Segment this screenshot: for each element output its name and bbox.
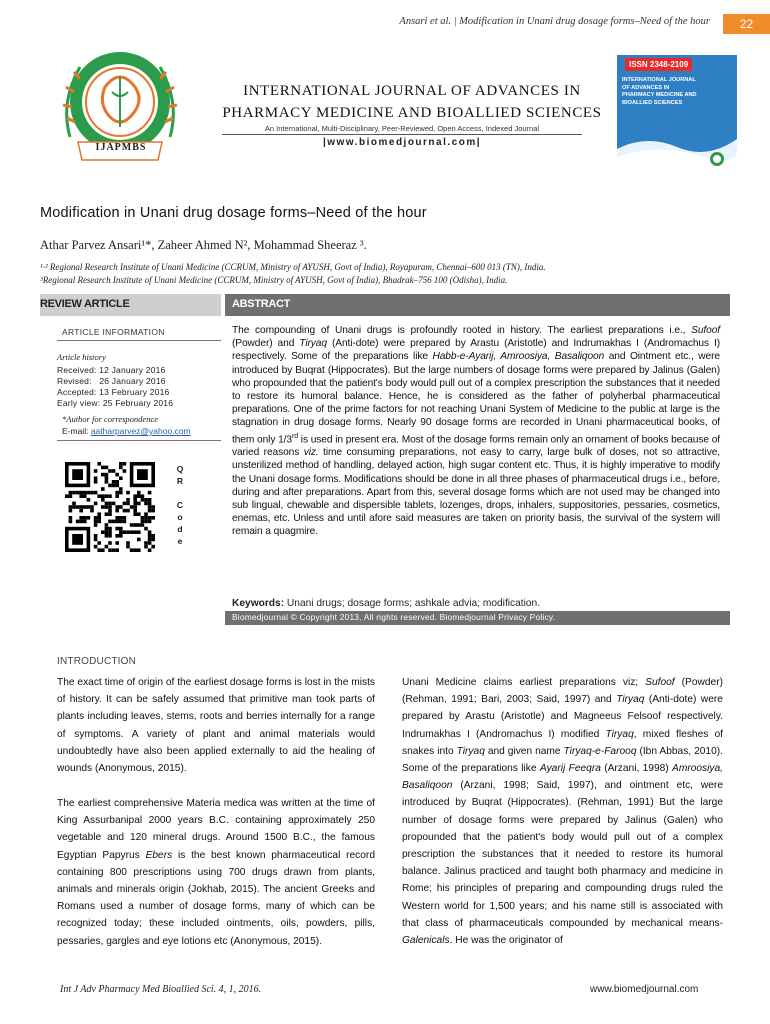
footer-citation: Int J Adv Pharmacy Med Bioallied Sci. 4, 1, 2016.: [60, 984, 262, 995]
intro-italic: Ebers: [145, 849, 173, 861]
intro-span: , mixed fleshes of snakes into: [402, 728, 723, 757]
info-divider: [57, 340, 221, 341]
introduction-heading: INTRODUCTION: [57, 656, 137, 667]
intro-italic: Sufoof: [645, 677, 675, 688]
running-head: Ansari et al. | Modification in Unani drug dosage forms–Need of the hour: [399, 16, 710, 27]
copyright-notice: Biomedjournal © Copyright 2013, All rights reserved. Biomedjournal Privacy Policy.: [232, 612, 556, 622]
keywords-list: Unani drugs; dosage forms; ashkale advia; modification.: [284, 598, 541, 609]
journal-subtitle: An International, Multi-Disciplinary, Peer-Reviewed, Open Access, Indexed Journal: [264, 124, 540, 133]
cover-issn: ISSN 2348-2109: [625, 58, 692, 71]
header-divider: [222, 134, 582, 135]
intro-paragraph-2: [57, 795, 375, 950]
qr-letter: d: [177, 524, 183, 534]
journal-title-line2: PHARMACY MEDICINE AND BIOALLIED SCIENCES: [222, 105, 602, 121]
abstract-text: [232, 324, 720, 539]
qr-code[interactable]: [65, 462, 155, 552]
abstract-superscript: rd: [291, 432, 298, 440]
abstract-italic: Tiryaq: [299, 338, 327, 350]
journal-title-line1: INTERNATIONAL JOURNAL OF ADVANCES IN: [243, 83, 581, 99]
history-label: Article history: [57, 352, 106, 362]
affiliation-1: ¹·² Regional Research Institute of Unani Medicine (CCRUM, Ministry of AYUSH, Govt of India), Royapuram, Chennai–600 013 (TN), India.: [40, 262, 546, 272]
footer-site-link[interactable]: www.biomedjournal.com: [590, 984, 699, 995]
email-label: E-mail:: [62, 426, 91, 436]
article-title: Modification in Unani drug dosage forms–Need of the hour: [40, 205, 427, 221]
abstract-italic: Sufoof: [691, 325, 720, 336]
keywords: [232, 598, 720, 609]
intro-paragraph-1: The exact time of origin of the earliest dosage forms is lost in the mists of history. It can be safely assumed that primitive man took parts of plants including leaves, stems, roots and berries internally for a range of symptoms. A variety of plant and animal materials would undoubtedly have also been applied externally to aid the healing of wounds (Anonymous, 2015).: [57, 677, 375, 775]
logo-text: IJAPMBS: [95, 142, 147, 153]
affiliation-2: ³Regional Research Institute of Unani Medicine (CCRUM, Ministry of AYUSH, Govt of India), Bhadrak–756 100 (Odisha), India.: [40, 275, 508, 285]
abstract-label: ABSTRACT: [232, 298, 291, 310]
intro-italic: Ayarij Feeqra: [539, 763, 601, 775]
qr-letter: Q: [176, 464, 184, 474]
keywords-label: Keywords:: [232, 598, 285, 609]
intro-italic: Tiryaq-e-Farooq: [563, 745, 637, 757]
revised-date: Revised: 26 January 2016: [57, 376, 166, 386]
intro-span: (Arzani, 1998): [600, 763, 673, 775]
intro-span: (Powder) (Rehman, 1991; Bari, 2003; Said, 1997) and: [402, 677, 723, 706]
correspondence-email-line: [62, 426, 191, 436]
qr-letter: [175, 487, 185, 499]
abstract-italic: Habb-e-Ayarij, Amroosiya, Basaliqoon: [432, 351, 605, 363]
journal-title: [222, 80, 602, 124]
abstract-span: time consuming preparations, not easy to carry, large bulk of doses, not so attractive, unsterilized method of handling, delayed action, high sugar content etc. Thus, it is highly imperative to modify the Unani dosage forms. Modifications should be done in all three phases of pharmaceutical drugs i.e., before, during and after preparations. Apart from this, several dosage forms which are not used may be changed into sub lingual, chewable and dispersible tablets, lozenges, drops, inhalers, suppositories, pessaries, cosmetics, enemas, etc. Unless and until afore said measures are taken on priority basis, the survival of the system will remain a quagmire.: [232, 447, 720, 538]
qr-code-label: [175, 463, 185, 547]
accepted-date: Accepted: 13 February 2016: [57, 387, 170, 397]
abstract-span: The compounding of Unani drugs is profoundly rooted in history. The earliest preparations i.e.,: [232, 325, 692, 336]
intro-span: and given name: [484, 745, 564, 757]
article-info-heading: ARTICLE INFORMATION: [62, 327, 165, 337]
cover-wave-graphic: [617, 129, 737, 173]
authors: Athar Parvez Ansari¹*, Zaheer Ahmed N², Mohammad Sheeraz ³.: [40, 238, 367, 252]
abstract-bar: [225, 294, 730, 316]
intro-paragraph-3: [402, 674, 723, 949]
intro-span: (Arzani, 1998; Said, 1997), and ointment etc, were introduced by Buqrat (Hippocrates). (Rehman, 1991) But the large number of dosage forms were prepared by Jalinus (Galen) who propounded that the patient's body would pull out of a complex prescription the substances that it needed to restore its humoral balance. Jalinus practiced and taught both pharmacy and medicine in Rome; his principles of preparing and compounding drugs ruled the Western world for 1,500 years; and his name still is associated with that class of pharmaceuticals compounded by mechanical means-: [402, 780, 723, 929]
intro-italic: Tiryaq: [605, 728, 634, 740]
cover-title: INTERNATIONAL JOURNAL OF ADVANCES IN PHARMACY MEDICINE AND BIOALLIED SCIENCES: [622, 77, 697, 106]
intro-span: Unani Medicine claims earliest preparations viz;: [402, 677, 646, 688]
early-view-date: Early view: 25 February 2016: [57, 398, 174, 408]
intro-span: . He was the originator of: [449, 935, 563, 947]
journal-cover: [617, 55, 737, 173]
intro-italic: Tiryaq: [456, 745, 485, 757]
abstract-span: and Ointment etc., were introduced by Buqrat (Hippocrates). But the large numbers of dosage forms were prepared by Jalinus (Galen) who propounded that the patient's body would pull out of a complex prescription the substances that it needed to restore its humoral balance. Hence, he is considered as the father of polyherbal pharmaceutical preparations. One of the prime factors for not reaching Unani System of Medicine to the public at large is the stagnation in drug dosage forms. Nearly 90 dosage forms are recorded in Unani pharmaceutical books, of them only 1/3: [232, 351, 720, 446]
intro-span: (Anti-dote) were prepared by Arastu (Aristotle) and Magneeus Felsoof respectively. Indrumakhas I (Andromachus I) modified: [402, 694, 723, 740]
review-article-label: REVIEW ARTICLE: [40, 298, 130, 310]
qr-letter: e: [177, 536, 183, 546]
page-number: 22: [723, 14, 770, 34]
intro-span: (Ibn Abbas, 2010). Some of the preparations like: [402, 745, 723, 775]
qr-letter: R: [176, 476, 184, 486]
intro-span: The earliest comprehensive Materia medica was written at the time of King Assurbanipal 2000 years B.C. containing approximately 250 vegetable and 120 mineral drugs. Around 1500 B.C., the famous Egyptian Papyrus: [57, 798, 375, 861]
intro-italic: Galenicals: [402, 935, 450, 947]
qr-letter: o: [177, 512, 183, 522]
journal-url[interactable]: |www.biomedjournal.com|: [322, 137, 482, 148]
abstract-italic: viz.: [303, 447, 319, 459]
correspondence-label: *Author for correspondence: [62, 414, 159, 424]
qr-letter: C: [176, 500, 184, 510]
intro-italic: Amroosiya, Basaliqoon: [402, 763, 723, 792]
intro-italic: Tiryaq: [616, 694, 645, 706]
received-date: Received: 12 January 2016: [57, 365, 166, 375]
email-link[interactable]: aatharparvez@yahoo.com: [90, 426, 191, 436]
info-divider-bottom: [57, 440, 221, 441]
abstract-span: (Powder) and: [232, 338, 300, 350]
abstract-span: (Anti-dote) were prepared by Arastu (Aristotle) and Indrumakhas I (Andromachus I) respectively. Some of the preparations like: [232, 338, 720, 363]
intro-span: is the best known pharmaceutical record containing 800 prescriptions using 700 drugs drawn from plants, animals and minerals origin (Jokhab, 2015). The ancient Greeks and Romans used a number of dosage forms, many of which can be recognized today; these included ointments, oils, powders, pills, pessaries, gargles and eye lotions etc (Anonymous, 2015).: [57, 849, 375, 947]
abstract-span: is used in present era. Most of the dosage forms remain only an ornament of books because of varied reasons: [232, 434, 720, 459]
